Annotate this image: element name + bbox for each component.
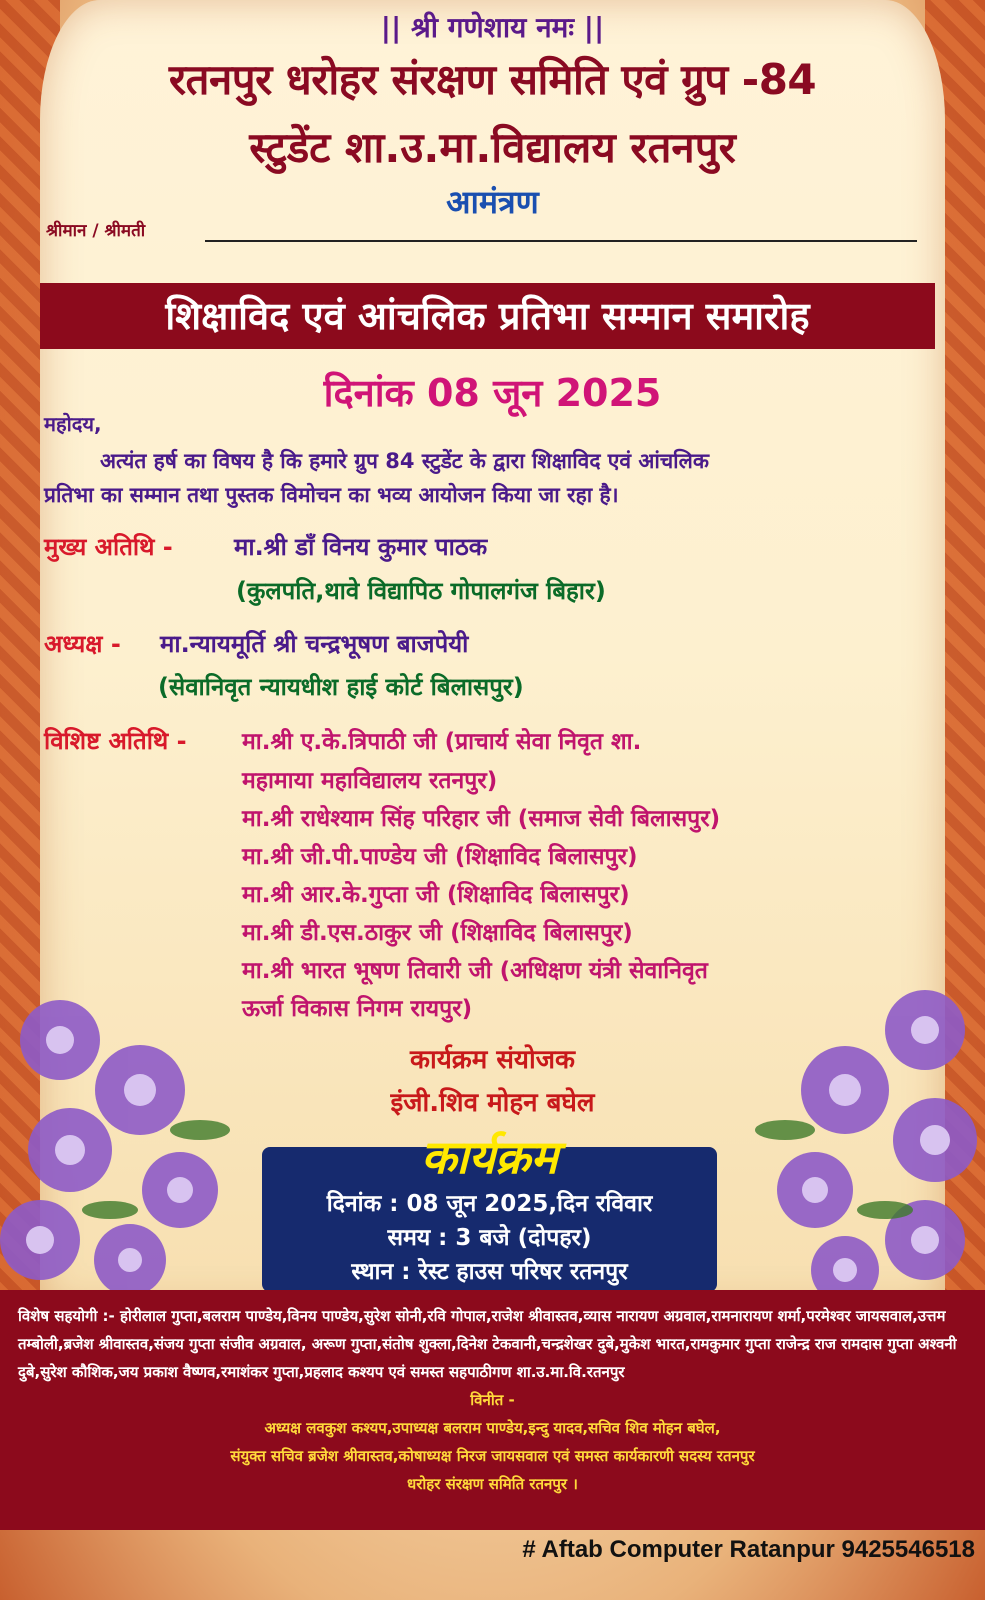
- program-title: कार्यक्रम: [421, 1130, 558, 1184]
- program-box: [262, 1130, 717, 1292]
- special-guest-line: मा.श्री आर.के.गुप्ता जी (शिक्षाविद बिलासपुर): [242, 882, 630, 908]
- special-guest-line: मा.श्री जी.पी.पाण्डेय जी (शिक्षाविद बिलासपुर): [242, 844, 638, 870]
- program-venue: स्थान : रेस्ट हाउस परिषर रतनपुर: [351, 1259, 628, 1285]
- name-blank-line: [205, 240, 917, 242]
- invitation-heading: आमंत्रण: [446, 183, 539, 221]
- special-guest-first: मा.श्री ए.के.त्रिपाठी जी (प्राचार्य सेवा निवृत शा.: [242, 729, 642, 755]
- flower-bouquet-right-icon: [735, 980, 985, 1300]
- mantra: || श्री गणेशाय नमः ||: [380, 11, 605, 44]
- officers-line-1: अध्यक्ष लवकुश कश्यप,उपाध्यक्ष बलराम पाण्डेय,इन्दु यादव,सचिव शिव मोहन बघेल,: [264, 1419, 721, 1437]
- chief-guest-label: मुख्य अतिथि -: [44, 533, 173, 561]
- letter-salutation: महोदय,: [44, 412, 102, 436]
- officers-line-2: संयुक्त सचिव ब्रजेश श्रीवास्तव,कोषाध्यक्ष निरज जायसवाल एवं समस्त कार्यकारणी सदस्य रतनपुर: [230, 1447, 755, 1465]
- event-banner: शिक्षाविद एवं आंचलिक प्रतिभा सम्मान समारोह: [40, 283, 935, 349]
- footer-panel: [0, 1290, 985, 1530]
- chief-guest-name: मा.श्री डाँ विनय कुमार पाठक: [234, 533, 488, 561]
- president-desc: (सेवानिवृत न्यायधीश हाई कोर्ट बिलासपुर): [158, 673, 524, 701]
- special-guest-line: मा.श्री डी.एस.ठाकुर जी (शिक्षाविद बिलासपुर): [242, 920, 633, 946]
- officers-line-3: धरोहर संरक्षण समिति रतनपुर ।: [407, 1475, 578, 1493]
- chief-guest-desc: (कुलपति,थावे विद्यापिठ गोपालगंज बिहार): [236, 577, 606, 605]
- flower-bouquet-left-icon: [0, 980, 260, 1300]
- org-title-line2: स्टुडेंट शा.उ.मा.विद्यालय रतनपुर: [249, 123, 736, 172]
- coordinator-title: कार्यक्रम संयोजक: [410, 1045, 575, 1075]
- president-name: मा.न्यायमूर्ति श्री चन्द्रभूषण बाजपेयी: [160, 630, 469, 658]
- special-guest-line: ऊर्जा विकास निगम रायपुर): [242, 996, 473, 1022]
- coordinator-name: इंजी.शिव मोहन बघेल: [390, 1088, 595, 1118]
- program-date: दिनांक : 08 जून 2025,दिन रविवार: [326, 1191, 653, 1217]
- special-guest-label: विशिष्ट अतिथि -: [44, 727, 187, 755]
- special-guest-line: महामाया महाविद्यालय रतनपुर): [242, 768, 498, 794]
- president-label: अध्यक्ष -: [44, 630, 121, 658]
- org-title-line1: रतनपुर धरोहर संरक्षण समिति एवं ग्रुप -84: [168, 55, 817, 104]
- salutation-label: श्रीमान / श्रीमती: [46, 221, 146, 241]
- letter-line-1: अत्यंत हर्ष का विषय है कि हमारे ग्रुप 84 स्टुडेंट के द्वारा शिक्षाविद एवं आंचलिक: [100, 449, 709, 473]
- supporters-list: विशेष सहयोगी :- होरीलाल गुप्ता,बलराम पाण्डेय,विनय पाण्डेय,सुरेश सोनी,रवि गोपाल,राजेश श्रीवास्तव,व्यास नारायण अग्रवाल,रामनारायण शर्मा,परमेश्वर जायसवाल,उत्तम तम्बोली,ब्रजेश श्रीवास्तव,संजय गुप्ता संजीव अग्रवाल, अरूण गुप्ता,संतोष शुक्ला,दिनेश टेकवानी,चन्द्रशेखर दुबे,मुकेश भारत,रामकुमार गुप्ता राजेन्द्र राज रामदास गुप्ता अश्वनी दुबे,सुरेश कौशिक,जय प्रकाश वैष्णव,रमाशंकर गुप्ता,प्रहलाद कश्यप एवं समस्त सहपाठीगण शा.उ.मा.वि.रतनपुर: [18, 1307, 957, 1381]
- designer-credit: # Aftab Computer Ratanpur 9425546518: [522, 1536, 975, 1563]
- event-date: दिनांक 08 जून 2025: [323, 371, 662, 415]
- special-guest-line: मा.श्री भारत भूषण तिवारी जी (अधिक्षण यंत्री सेवानिवृत: [242, 958, 708, 984]
- vinit-label: विनीत -: [470, 1391, 515, 1409]
- letter-line-2: प्रतिभा का सम्मान तथा पुस्तक विमोचन का भव्य आयोजन किया जा रहा है।: [44, 483, 619, 507]
- program-time: समय : 3 बजे (दोपहर): [387, 1225, 592, 1251]
- special-guest-line: मा.श्री राधेश्याम सिंह परिहार जी (समाज सेवी बिलासपुर): [242, 806, 721, 832]
